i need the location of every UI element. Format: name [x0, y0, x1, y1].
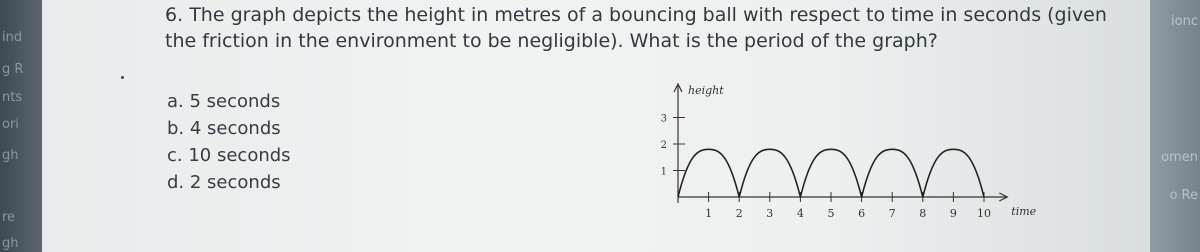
- question-panel: [42, 0, 1150, 252]
- x-tick-label: 2: [735, 207, 743, 220]
- height-time-graph: [612, 76, 1037, 236]
- x-axis-label: time: [1011, 205, 1037, 218]
- question-body: The graph depicts the height in metres of a bouncing ball with respect to time in seconds (given the friction in the environment to be negligible). What is the period of the graph?: [165, 4, 1107, 52]
- question-number: 6.: [165, 4, 184, 26]
- option-c[interactable]: c. 10 seconds: [167, 145, 291, 166]
- x-tick-label: 10: [977, 207, 991, 220]
- background-window-left: ind g R nts ori gh re gh: [0, 0, 42, 252]
- answer-options: [167, 88, 291, 196]
- x-tick-label: 6: [858, 207, 866, 220]
- option-d[interactable]: d. 2 seconds: [167, 172, 281, 193]
- x-tick-label: 5: [827, 207, 835, 220]
- x-tick-label: 4: [796, 207, 804, 220]
- cursor-dot: [121, 76, 124, 79]
- x-tick-label: 7: [888, 207, 896, 220]
- series-line: [678, 149, 984, 197]
- y-axis-label: height: [688, 84, 724, 97]
- y-tick-label: 1: [660, 166, 667, 178]
- x-tick-label: 8: [919, 207, 927, 220]
- background-window-right: ionc omen o Re: [1150, 0, 1200, 252]
- x-tick-label: 9: [949, 207, 957, 220]
- question-text: [165, 2, 1125, 54]
- y-tick-label: 2: [660, 140, 667, 151]
- x-tick-label: 1: [705, 207, 713, 220]
- option-b[interactable]: b. 4 seconds: [167, 118, 281, 139]
- option-a[interactable]: a. 5 seconds: [167, 91, 281, 112]
- x-tick-label: 3: [766, 207, 774, 220]
- y-tick-label: 3: [660, 113, 667, 125]
